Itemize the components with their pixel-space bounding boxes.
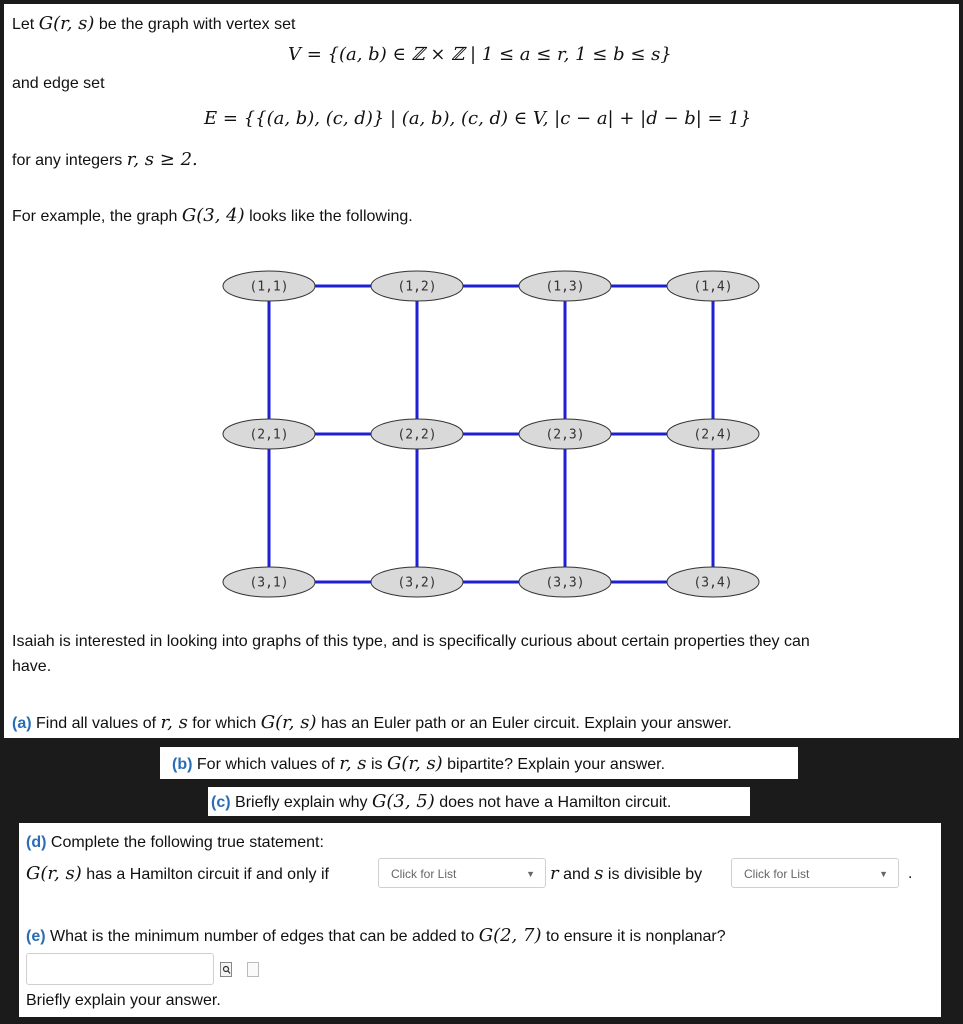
edges-answer-input[interactable] [26, 953, 214, 985]
question-e-label: (e) [26, 928, 46, 945]
question-d-statement-2 [550, 864, 702, 885]
intro-prefix: Let [12, 16, 35, 33]
question-d-math-s: s [594, 863, 604, 884]
example-suffix: looks like the following. [249, 208, 413, 225]
question-panel [4, 4, 959, 738]
grid-graph-svg [201, 258, 776, 603]
example-graph: G(3, 4) [181, 205, 245, 226]
graph-node-label: (2,4) [693, 427, 733, 443]
divisor-select-label: Click for List [744, 867, 810, 881]
intro-line [12, 14, 295, 35]
question-e-math: G(2, 7) [478, 925, 542, 946]
divisor-select[interactable] [731, 858, 899, 888]
hamilton-condition-select[interactable] [378, 858, 546, 888]
question-b-math2: G(r, s) [386, 753, 443, 774]
question-a-label: (a) [12, 715, 32, 732]
graph-node-label: (1,3) [545, 279, 585, 295]
grid-graph-figure [201, 258, 776, 603]
question-a-math2: G(r, s) [260, 712, 317, 733]
isaiah-line-1: Isaiah is interested in looking into graphs of this type, and is specifically curious about certain properties they can [12, 633, 810, 650]
graph-symbol: G(r, s) [38, 13, 95, 34]
question-b [172, 754, 665, 775]
question-d-and: and [563, 866, 590, 883]
example-prefix: For example, the graph [12, 208, 178, 225]
explain-prompt: Briefly explain your answer. [26, 992, 221, 1009]
question-c-panel [208, 787, 750, 816]
question-c-prefix: Briefly explain why [235, 794, 368, 811]
question-b-prefix: For which values of [196, 756, 335, 773]
graph-node-label: (1,1) [249, 279, 289, 295]
graph-node-label: (2,1) [249, 427, 289, 443]
graph-node-label: (1,2) [397, 279, 437, 295]
question-d-e-panel [19, 823, 941, 1017]
question-b-label: (b) [172, 756, 193, 773]
graph-node-label: (3,3) [545, 575, 585, 591]
example-line [12, 206, 413, 227]
question-b-panel [160, 747, 798, 779]
graph-node-label: (3,4) [693, 575, 733, 591]
edge-set-formula: E = {{(a, b), (c, d)} | (a, b), (c, d) ∈ V, |c − a| + |d − b| = 1} [204, 108, 752, 129]
graph-node-label: (3,2) [397, 575, 437, 591]
question-d-line1: Complete the following true statement: [50, 834, 324, 851]
graph-node-label: (3,1) [249, 575, 289, 591]
vertex-set-formula: V = {(a, b) ∈ ℤ × ℤ | 1 ≤ a ≤ r, 1 ≤ b ≤ s} [288, 44, 672, 65]
question-c-label: (c) [211, 794, 231, 811]
integers-math: r, s ≥ 2. [126, 149, 198, 170]
hamilton-condition-select-label: Click for List [391, 867, 457, 881]
chevron-down-icon: ▼ [526, 869, 535, 879]
question-a-middle: for which [192, 715, 257, 732]
question-d-math-r: r [550, 863, 559, 884]
question-c-math: G(3, 5) [371, 791, 435, 812]
chevron-down-icon: ▼ [879, 869, 888, 879]
page-icon[interactable] [247, 962, 259, 977]
question-a [12, 713, 732, 734]
question-d-intro [26, 833, 324, 853]
question-a-math1: r, s [160, 712, 188, 733]
question-d-label: (d) [26, 834, 47, 851]
question-c [211, 792, 671, 813]
statement-period: . [908, 865, 913, 882]
question-c-suffix: does not have a Hamilton circuit. [439, 794, 672, 811]
question-a-suffix: has an Euler path or an Euler circuit. Explain your answer. [320, 715, 732, 732]
graph-node-label: (2,2) [397, 427, 437, 443]
question-e [26, 926, 726, 947]
graph-node-label: (2,3) [545, 427, 585, 443]
question-d-math: G(r, s) [26, 863, 82, 884]
question-b-suffix: bipartite? Explain your answer. [447, 756, 666, 773]
intro-suffix: be the graph with vertex set [98, 16, 296, 33]
integers-prefix: for any integers [12, 152, 123, 169]
edge-set-label: and edge set [12, 75, 105, 92]
integers-line [12, 150, 198, 171]
question-d-text1: has a Hamilton circuit if and only if [86, 866, 329, 883]
question-a-prefix: Find all values of [36, 715, 157, 732]
question-b-math1: r, s [339, 753, 367, 774]
question-d-statement [26, 864, 329, 885]
graph-node-label: (1,4) [693, 279, 733, 295]
question-d-divisible: is divisible by [607, 866, 703, 883]
isaiah-line-2: have. [12, 658, 52, 675]
preview-icon[interactable] [220, 962, 232, 977]
question-e-suffix: to ensure it is nonplanar? [545, 928, 726, 945]
question-b-middle: is [370, 756, 383, 773]
question-e-prefix: What is the minimum number of edges that can be added to [50, 928, 475, 945]
